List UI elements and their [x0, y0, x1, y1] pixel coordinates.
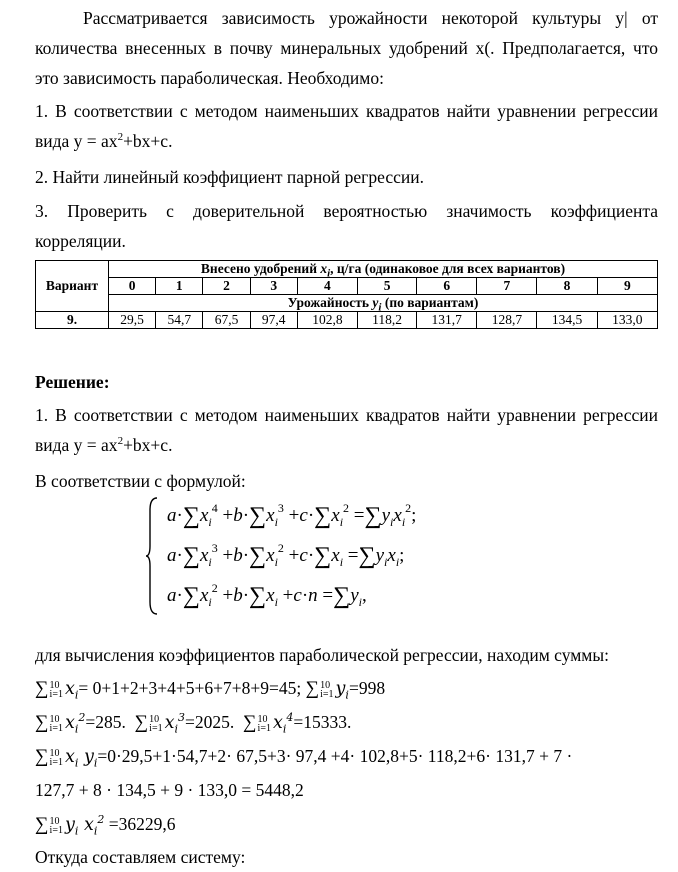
y-values-row [36, 312, 658, 329]
then-text: Откуда составляем систему: [35, 847, 246, 867]
sum-yx2-line: ∑10 i=1 $y_i$ $x_i^2 =36229,6$ [35, 813, 176, 838]
task-1: 1. В соответствии с методом наименьших квадратов найти уравнении регрессии вида $y = ax^2+bx+c$. [35, 101, 658, 151]
y-value-cell: 97,4 [250, 312, 297, 329]
sum-x-line: ∑10 i=1 $x_i= 0+1+2+3+4+5+6+7+8+9=45$; ∑10 i=1 $y_i=998$ [35, 678, 386, 702]
x-value-cell: 2 [203, 278, 250, 295]
equation-1: $a\cdot\sum x_i^4 +b\cdot\sum x_i^3 +c\cdot\sum x_i^2 =\sum y_ix_i^2$; [167, 501, 417, 529]
x-value-cell: 7 [477, 278, 537, 295]
sum-powers-line: ∑10 i=1 $x_i^2=285$. ∑10 i=1 $x_i^3=2025$. ∑10 i=1 $x_i^4=15333$. [35, 711, 352, 736]
y-value-cell: 54,7 [156, 312, 203, 329]
solution-heading: Решение: [35, 372, 110, 392]
y-value-cell: 67,5 [203, 312, 250, 329]
for-calc-text: для вычисления коэффициентов параболической регрессии, находим суммы: [35, 645, 609, 665]
x-value-cell: 3 [250, 278, 297, 295]
sum-xy-line-1: ∑10 i=1 $x_i$ $y_i=0\cdot 29,5+1\cdot 54,7+2\cdot 67,5+3\cdot 97,4 +4\cdot 102,8+5\cdot 118,2+6\cdot 131,7 + 7$ · [35, 746, 573, 770]
equation-system [145, 496, 585, 616]
x-value-cell: 4 [297, 278, 357, 295]
y-value-cell: 29,5 [109, 312, 156, 329]
task-2: 2. Найти линейный коэффициент парной регрессии. [35, 167, 424, 187]
y-value-cell: 131,7 [417, 312, 477, 329]
y-value-cell: 128,7 [477, 312, 537, 329]
y-value-cell: 133,0 [597, 312, 657, 329]
equation-2: $a\cdot\sum x_i^3 +b\cdot\sum x_i^2 +c\cdot\sum x_i =\sum y_ix_i$; [167, 541, 405, 569]
y-value-cell: 134,5 [537, 312, 597, 329]
solution-step-1: 1. В соответствии с методом наименьших квадратов найти уравнении регрессии вида $y = ax^2+bx+c$. [35, 405, 658, 455]
intro-paragraph [35, 3, 658, 93]
y-header: Урожайность $y_i$ (по вариантам) [109, 295, 658, 312]
equation-3: $a\cdot\sum x_i^2 +b\cdot\sum x_i +c\cdot n =\sum y_i$, [167, 581, 367, 609]
x-value-cell: 9 [597, 278, 657, 295]
x-value-cell: 1 [156, 278, 203, 295]
x-header: Внесено удобрений $x_i$, ц/га (одинаковое для всех вариантов) [109, 261, 658, 278]
row-label: 9. [36, 312, 109, 329]
x-values-row [36, 278, 658, 295]
data-table [35, 260, 658, 329]
x-value-cell: 0 [109, 278, 156, 295]
by-formula: В соответствии с формулой: [35, 471, 246, 491]
x-value-cell: 8 [537, 278, 597, 295]
x-value-cell: 6 [417, 278, 477, 295]
x-value-cell: 5 [357, 278, 416, 295]
y-value-cell: 118,2 [357, 312, 416, 329]
variant-header: Вариант [36, 261, 109, 312]
task-3: 3. Проверить с доверительной вероятностью значимость коэффициента корреляции. [35, 201, 658, 251]
left-brace-icon [145, 496, 159, 616]
intro-text: Рассматривается зависимость урожайности некоторой культуры y| от количества внесенных в почву минеральных удобрений x(. Предполагается, что это зависимость параболическая. Необходимо: [35, 8, 658, 88]
y-value-cell: 102,8 [297, 312, 357, 329]
sum-xy-line-2: 127,7 + 8 · 134,5 + 9 · 133,0 = 5448,2 [35, 780, 304, 800]
